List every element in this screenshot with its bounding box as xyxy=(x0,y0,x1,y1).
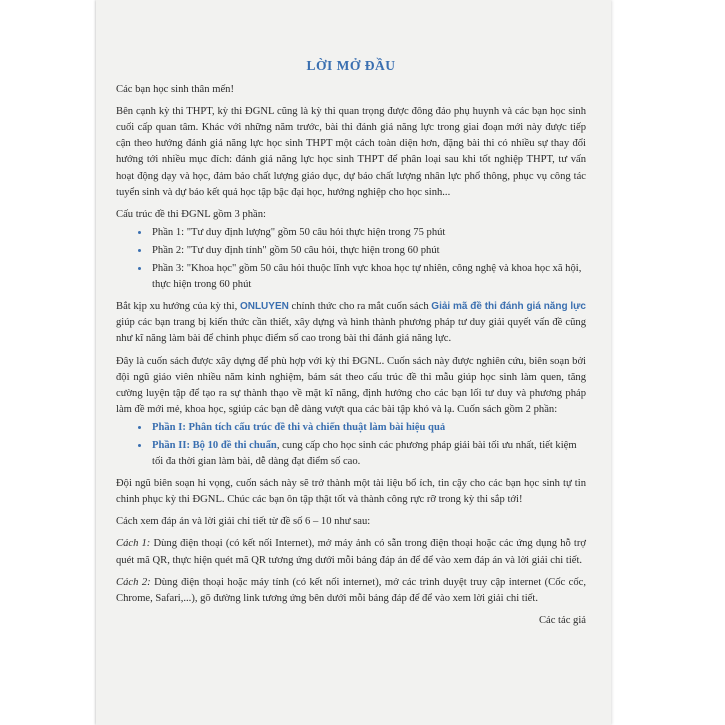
part-item-1 xyxy=(150,420,586,436)
book-title: Giải mã đề thi đánh giá năng lực xyxy=(431,301,586,313)
page-title: LỜI MỞ ĐẦU xyxy=(306,58,396,73)
answer-intro: Cách xem đáp án và lời giải chi tiết từ đề số 6 – 10 như sau: xyxy=(116,516,371,528)
page-content xyxy=(116,58,586,629)
book-intro-text-c: giúp các bạn trang bị kiến thức cần thiết, xây dựng và hình thành phương pháp tư duy giải quyết vấn đề cũng như kĩ năng làm bài để chinh phục điểm số cao trong bài thi đánh giá năng lực. xyxy=(116,317,586,345)
book-intro-paragraph xyxy=(116,299,586,347)
part-2-label: Phần II: Bộ 10 đề thi chuẩn xyxy=(152,439,277,451)
way-1-paragraph xyxy=(116,536,586,568)
part-1-label: Phần I: Phân tích cấu trúc đề thi và chiến thuật làm bài hiệu quả xyxy=(152,421,446,433)
parts-list xyxy=(116,420,586,470)
book-intro-text-b: chính thức cho ra mắt cuốn sách xyxy=(288,301,432,313)
intro-paragraph: Bên cạnh kỳ thi THPT, kỳ thi ĐGNL cũng là kỳ thi quan trọng được đông đảo phụ huynh và các bạn học sinh cuối cấp quan tâm. Khác với những năm trước, bài thi đánh giá năng lực trong giai đoạn mới này được tiếp cận theo hướng đánh giá năng lực học sinh THPT một cách toàn diện hơn, đặng bài thi có nhiều sự thay đổi hướng tới nhiều mục đích: đánh giá năng lực học sinh THPT để phân loại sau khi tốt nghiệp THPT, tư vấn hoạt động dạy và học, đảm bảo chất lượng giáo dục, dự báo chất lượng nhân lực phổ thông, phục vụ công tác tuyển sinh và dự báo kết quả học tập bậc đại học, hướng nghiệp cho học sinh... xyxy=(116,106,586,198)
wishes-paragraph: Đội ngũ biên soạn hi vọng, cuốn sách này sẽ trở thành một tài liệu bổ ích, tin cậy cho các bạn học sinh tự tin chinh phục kỳ thi ĐGNL. Chúc các bạn ôn tập thật tốt và thành công rực rỡ trong kỳ thi sắp tới! xyxy=(116,478,586,506)
part-item-2 xyxy=(150,438,586,470)
description-paragraph: Đây là cuốn sách được xây dựng để phù hợp với kỳ thi ĐGNL. Cuốn sách này được nghiên cứu, biên soạn bởi đội ngũ giáo viên nhiều năm kinh nghiệm, bám sát theo cấu trúc đề thi mẫu giúp học sinh làm quen, tăng cường luyện tập để tạo ra sự thành thạo về mặt kĩ năng, định hướng cho các bạn lối tư duy và phương pháp làm đề mới mẻ, khoa học, sgiúp các bạn dễ dàng vượt qua các bài tập khó và lạ. Cuốn sách gồm 2 phần: xyxy=(116,355,586,415)
structure-item-1: • Phần 1: "Tư duy định lượng" gồm 50 câu hỏi thực hiện trong 75 phút xyxy=(150,225,586,241)
book-intro-text-a: Bắt kịp xu hướng của kỳ thi, xyxy=(116,301,240,313)
way-1-text: Dùng điện thoại (có kết nối Internet), mở máy ảnh có sẵn trong điện thoại hoặc các ứng dụng hỗ trợ quét mã QR, thực hiện quét mã QR tương ứng dưới mỗi bảng đáp án để để vào xem đáp án và lời giải chi tiết. xyxy=(116,538,587,566)
way-2-label: Cách 2: xyxy=(116,576,151,588)
way-2-paragraph xyxy=(116,575,586,607)
structure-list xyxy=(116,225,586,293)
way-1-label: Cách 1: xyxy=(116,538,151,550)
part-2-text: , cung cấp cho học sinh các phương pháp giải bài tối ưu nhất, tiết kiệm tối đa thời gian làm bài, dễ dàng đạt điểm số cao. xyxy=(152,439,577,468)
greeting: Các bạn học sinh thân mến! xyxy=(116,84,234,96)
structure-item-3: • Phần 3: "Khoa học" gồm 50 câu hỏi thuộc lĩnh vực khoa học tự nhiên, công nghệ và khoa học xã hội, thực hiện trong 60 phút xyxy=(150,261,586,293)
structure-item-2: • Phần 2: "Tư duy định tính" gồm 50 câu hỏi, thực hiện trong 60 phút xyxy=(150,243,586,259)
structure-intro: Cấu trúc đề thi ĐGNL gồm 3 phần: xyxy=(116,208,266,220)
signature: Các tác giả xyxy=(538,614,586,626)
way-2-text: Dùng điện thoại hoặc máy tính (có kết nối internet), mở các trình duyệt truy cập internet (Cốc cốc, Chrome, Safari,...), gõ đường link tương ứng bên dưới mỗi bảng đáp để để vào xem lời giải chi tiết. xyxy=(116,576,586,604)
brand-name: ONLUYEN xyxy=(239,301,289,313)
